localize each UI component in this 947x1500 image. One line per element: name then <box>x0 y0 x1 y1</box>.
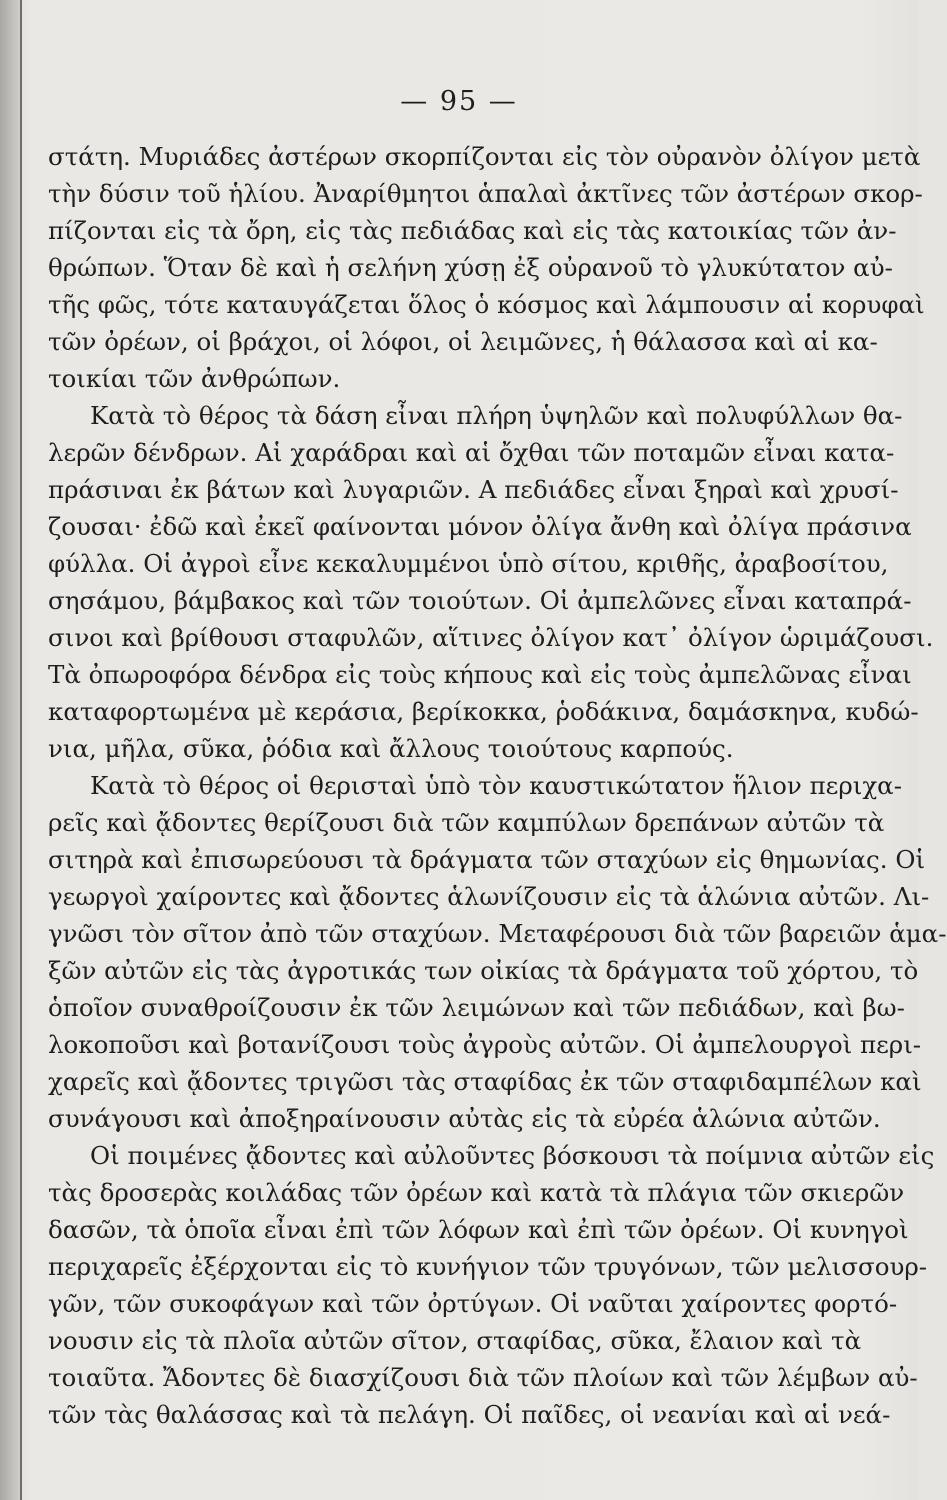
text-line: τῶν ὀρέων, οἱ βράχοι, οἱ λόφοι, οἱ λειμῶνες, ἡ θάλασσα καὶ αἱ κα- <box>48 327 878 356</box>
text-line: σινοι καὶ βρίθουσι σταφυλῶν, αἵτινες ὀλίγον κατ᾽ ὀλίγον ὡριμάζουσι. <box>48 623 934 652</box>
text-line: δασῶν, τὰ ὁποῖα εἶναι ἐπὶ τῶν λόφων καὶ ἐπὶ τῶν ὀρέων. Οἱ κυνηγοὶ <box>48 1215 909 1244</box>
text-line: σιτηρὰ καὶ ἐπισωρεύουσι τὰ δράγματα τῶν σταχύων εἰς θημωνίας. Οἱ <box>48 845 926 874</box>
text-line: συνάγουσι καὶ ἀποξηραίνουσιν αὐτὰς εἰς τὰ εὐρέα ἁλώνια αὐτῶν. <box>48 1104 881 1133</box>
text-line: τὴν δύσιν τοῦ ἡλίου. Ἀναρίθμητοι ἁπαλαὶ ἀκτῖνες τῶν ἀστέρων σκορ- <box>48 179 923 208</box>
text-line: νουσιν εἰς τὰ πλοῖα αὐτῶν σῖτον, σταφίδας, σῦκα, ἔλαιον καὶ τὰ <box>48 1326 862 1355</box>
text-line: Κατὰ τὸ θέρος οἱ θερισταὶ ὑπὸ τὸν καυστικώτατον ἥλιον περιχα- <box>90 771 902 800</box>
text-line: τοιαῦτα. Ἄδοντες δὲ διασχίζουσι διὰ τῶν πλοίων καὶ τῶν λέμβων αὐ- <box>48 1363 918 1392</box>
text-line: Κατὰ τὸ θέρος τὰ δάση εἶναι πλήρη ὑψηλῶν καὶ πολυφύλλων θα- <box>90 401 903 430</box>
text-line: καταφορτωμένα μὲ κεράσια, βερίκοκκα, ῥοδάκινα, δαμάσκηνα, κυδώ- <box>48 697 919 726</box>
text-line: φύλλα. Οἱ ἀγροὶ εἶνε κεκαλυμμένοι ὑπὸ σίτου, κριθῆς, ἀραβοσίτου, <box>48 549 889 578</box>
text-line: πράσιναι ἐκ βάτων καὶ λυγαριῶν. Α πεδιάδες εἶναι ξηραὶ καὶ χρυσί- <box>48 475 899 504</box>
text-line: θρώπων. Ὅταν δὲ καὶ ἡ σελήνη χύσῃ ἐξ οὐρανοῦ τὸ γλυκύτατον αὐ- <box>48 253 893 282</box>
page-number-header: — 95 — <box>400 86 518 117</box>
text-line: ρεῖς καὶ ᾄδοντες θερίζουσι διὰ τῶν καμπύλων δρεπάνων αὐτῶν τὰ <box>48 808 885 837</box>
text-line: ὁποῖον συναθροίζουσιν ἐκ τῶν λειμώνων καὶ τῶν πεδιάδων, καὶ βω- <box>48 993 905 1022</box>
text-line: τῶν τὰς θαλάσσας καὶ τὰ πελάγη. Οἱ παῖδες, οἱ νεανίαι καὶ αἱ νεά- <box>48 1400 891 1429</box>
text-line: σησάμου, βάμβακος καὶ τῶν τοιούτων. Οἱ ἀμπελῶνες εἶναι καταπρά- <box>48 586 912 615</box>
body-text <box>48 138 947 1433</box>
book-gutter <box>0 0 22 1500</box>
text-line: λερῶν δένδρων. Αἱ χαράδραι καὶ αἱ ὄχθαι τῶν ποταμῶν εἶναι κατα- <box>48 438 895 467</box>
text-line: λοκοποῦσι καὶ βοτανίζουσι τοὺς ἀγροὺς αὐτῶν. Οἱ ἀμπελουργοὶ περι- <box>48 1030 922 1059</box>
text-line: τῆς φῶς, τότε καταυγάζεται ὅλος ὁ κόσμος καὶ λάμπουσιν αἱ κορυφαὶ <box>48 290 925 319</box>
text-line: γεωργοὶ χαίροντες καὶ ᾄδοντες ἁλωνίζουσιν εἰς τὰ ἁλώνια αὐτῶν. Λι- <box>48 882 930 911</box>
text-line: στάτη. Μυριάδες ἀστέρων σκορπίζονται εἰς τὸν οὐρανὸν ὀλίγον μετὰ <box>48 142 921 171</box>
text-line: γνῶσι τὸν σῖτον ἀπὸ τῶν σταχύων. Μεταφέρουσι διὰ τῶν βαρειῶν ἁμα- <box>48 919 947 948</box>
text-line: Τὰ ὀπωροφόρα δένδρα εἰς τοὺς κήπους καὶ εἰς τοὺς ἀμπελῶνας εἶναι <box>48 660 912 689</box>
text-line: ζουσαι· ἐδῶ καὶ ἐκεῖ φαίνονται μόνον ὀλίγα ἄνθη καὶ ὀλίγα πράσινα <box>48 512 912 541</box>
text-line: τὰς δροσερὰς κοιλάδας τῶν ὀρέων καὶ κατὰ τὰ πλάγια τῶν σκιερῶν <box>48 1178 905 1207</box>
text-line: νια, μῆλα, σῦκα, ῥόδια καὶ ἄλλους τοιούτους καρπούς. <box>48 734 734 763</box>
text-line: χαρεῖς καὶ ᾄδοντες τριγῶσι τὰς σταφίδας ἐκ τῶν σταφιδαμπέλων καὶ <box>48 1067 922 1096</box>
text-line: τοικίαι τῶν ἀνθρώπων. <box>48 364 341 393</box>
text-line: ξῶν αὐτῶν εἰς τὰς ἀγροτικάς των οἰκίας τὰ δράγματα τοῦ χόρτου, τὸ <box>48 956 919 985</box>
text-line: Οἱ ποιμένες ᾄδοντες καὶ αὐλοῦντες βόσκουσι τὰ ποίμνια αὐτῶν εἰς <box>90 1141 935 1170</box>
text-line: περιχαρεῖς ἐξέρχονται εἰς τὸ κυνήγιον τῶν τρυγόνων, τῶν μελισσουρ- <box>48 1252 928 1281</box>
text-line: πίζονται εἰς τὰ ὄρη, εἰς τὰς πεδιάδας καὶ εἰς τὰς κατοικίας τῶν ἀν- <box>48 216 897 245</box>
text-line: γῶν, τῶν συκοφάγων καὶ τῶν ὀρτύγων. Οἱ ναῦται χαίροντες φορτό- <box>48 1289 898 1318</box>
